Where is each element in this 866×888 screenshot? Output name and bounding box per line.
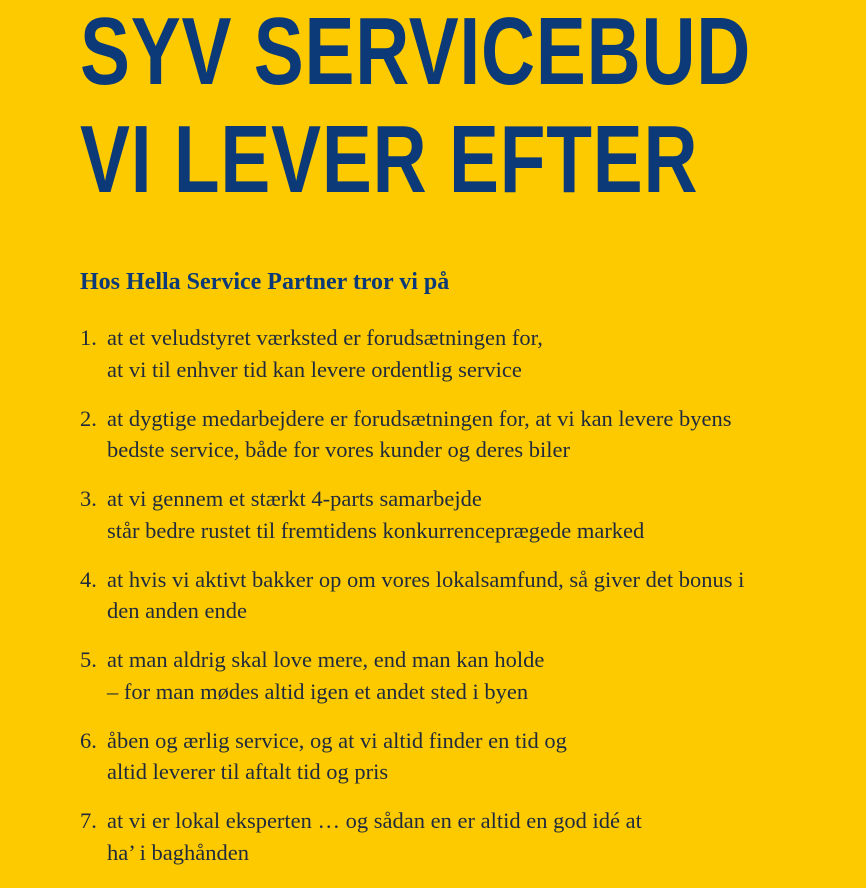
item-number: 6. xyxy=(80,727,97,753)
list-item xyxy=(80,805,860,868)
item-number: 7. xyxy=(80,808,97,833)
list-item xyxy=(80,725,860,788)
item-text-line: altid leverer til aftalt tid og pris xyxy=(107,759,389,784)
item-text-line: åben og ærlig service, og at vi altid finder en tid og xyxy=(107,727,567,753)
item-text-line: at vi til enhver tid kan levere ordentlig service xyxy=(107,356,522,382)
list-item xyxy=(80,403,860,466)
list-item xyxy=(80,644,860,707)
item-text-line: at dygtige medarbejdere er forudsætningen for, at vi kan levere byens xyxy=(107,405,732,431)
service-promise-list xyxy=(80,322,860,886)
item-number: 5. xyxy=(80,647,97,672)
item-number: 1. xyxy=(80,325,97,350)
item-text-line: at hvis vi aktivt bakker op om vores lokalsamfund, så giver det bonus i xyxy=(107,566,745,592)
item-number: 3. xyxy=(80,486,97,511)
headline-line-1: SYV SERVICEBUD xyxy=(80,0,752,105)
item-text-line: ha’ i baghånden xyxy=(107,839,250,865)
item-text-line: – for man mødes altid igen et andet sted i byen xyxy=(107,678,529,704)
item-text-line: at et veludstyret værksted er forudsætningen for, xyxy=(107,325,543,350)
list-item xyxy=(80,564,860,627)
item-number: 4. xyxy=(80,566,97,592)
item-text-line: at vi er lokal eksperten … og sådan en er altid en god idé at xyxy=(107,808,642,833)
item-number: 2. xyxy=(80,405,97,431)
item-text-line: bedste service, både for vores kunder og deres biler xyxy=(107,437,570,462)
headline xyxy=(80,0,751,214)
item-text-line: den anden ende xyxy=(107,598,247,623)
item-text-line: at vi gennem et stærkt 4-parts samarbejde xyxy=(107,486,482,511)
list-item xyxy=(80,483,860,546)
list-item xyxy=(80,322,860,385)
subheading: Hos Hella Service Partner tror vi på xyxy=(80,269,450,295)
item-text-line: at man aldrig skal love mere, end man kan holde xyxy=(107,647,545,672)
item-text-line: står bedre rustet til fremtidens konkurrenceprægede marked xyxy=(107,517,645,543)
headline-line-2: VI LEVER EFTER xyxy=(80,106,699,213)
